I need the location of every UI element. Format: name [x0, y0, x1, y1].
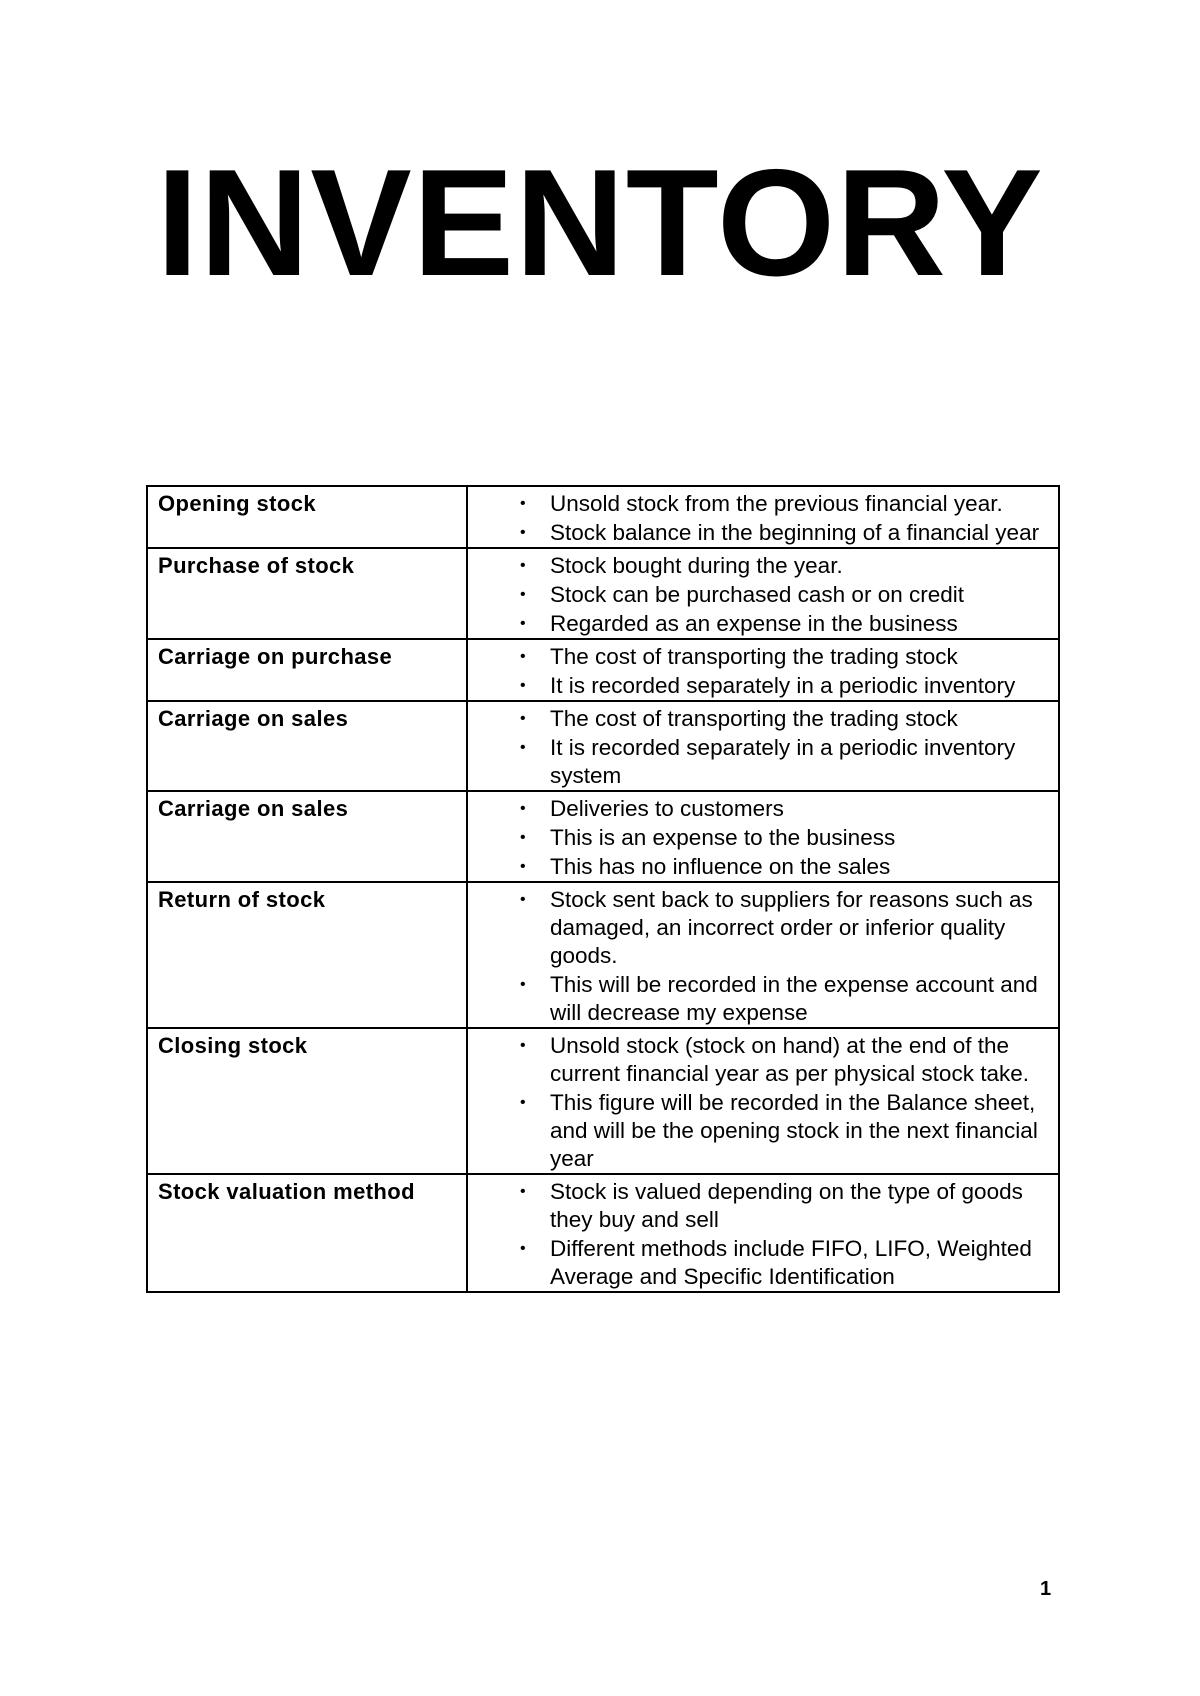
list-item-text: Regarded as an expense in the business — [550, 611, 958, 636]
bullet-icon: • — [520, 1094, 526, 1111]
list-item — [476, 824, 1050, 852]
bullet-list — [476, 490, 1050, 547]
bullet-list — [476, 1178, 1050, 1291]
bullet-icon: • — [520, 1183, 526, 1200]
list-item-text: It is recorded separately in a periodic inventory system — [550, 735, 1016, 788]
list-item-text: This is an expense to the business — [550, 825, 896, 850]
bullet-list — [476, 886, 1050, 1027]
table-row — [147, 701, 1059, 791]
term-cell: Carriage on purchase — [147, 639, 467, 701]
list-item — [476, 519, 1050, 547]
bullet-icon: • — [520, 677, 526, 694]
description-cell — [467, 882, 1059, 1028]
list-item — [476, 1089, 1050, 1173]
table-row — [147, 548, 1059, 639]
table-row — [147, 1028, 1059, 1174]
list-item — [476, 672, 1050, 700]
bullet-icon: • — [520, 739, 526, 756]
table-row — [147, 1174, 1059, 1292]
list-item — [476, 552, 1050, 580]
description-cell — [467, 639, 1059, 701]
description-cell — [467, 701, 1059, 791]
bullet-icon: • — [520, 1037, 526, 1054]
description-cell — [467, 1174, 1059, 1292]
inventory-table — [146, 485, 1060, 1293]
list-item-text: Stock bought during the year. — [550, 553, 843, 578]
inventory-table-body — [147, 486, 1059, 1292]
bullet-icon: • — [520, 858, 526, 875]
list-item — [476, 971, 1050, 1027]
page-number: 1 — [1040, 1578, 1052, 1600]
term-cell: Stock valuation method — [147, 1174, 467, 1292]
list-item-text: It is recorded separately in a periodic inventory — [550, 673, 1016, 698]
bullet-list — [476, 1032, 1050, 1173]
list-item-text: The cost of transporting the trading stock — [550, 644, 958, 669]
list-item — [476, 643, 1050, 671]
list-item — [476, 490, 1050, 518]
term-cell: Purchase of stock — [147, 548, 467, 639]
term-cell: Return of stock — [147, 882, 467, 1028]
term-cell: Carriage on sales — [147, 701, 467, 791]
term-cell: Closing stock — [147, 1028, 467, 1174]
list-item — [476, 886, 1050, 970]
list-item-text: Unsold stock from the previous financial year. — [550, 491, 1003, 516]
list-item — [476, 1178, 1050, 1234]
list-item-text: Stock balance in the beginning of a financial year — [550, 520, 1040, 545]
bullet-icon: • — [520, 976, 526, 993]
bullet-icon: • — [520, 800, 526, 817]
bullet-icon: • — [520, 524, 526, 541]
description-cell — [467, 791, 1059, 882]
list-item — [476, 1032, 1050, 1088]
list-item-text: This will be recorded in the expense account and will decrease my expense — [550, 972, 1038, 1025]
description-cell — [467, 486, 1059, 548]
list-item-text: Different methods include FIFO, LIFO, Weighted Average and Specific Identification — [550, 1236, 1032, 1289]
bullet-list — [476, 643, 1050, 700]
table-row — [147, 791, 1059, 882]
bullet-icon: • — [520, 586, 526, 603]
list-item-text: Stock sent back to suppliers for reasons such as damaged, an incorrect order or inferior quality goods. — [550, 887, 1033, 968]
bullet-list — [476, 552, 1050, 638]
list-item — [476, 1235, 1050, 1291]
list-item-text: Stock is valued depending on the type of goods they buy and sell — [550, 1179, 1023, 1232]
page-title: INVENTORY — [156, 138, 1044, 308]
bullet-icon: • — [520, 1240, 526, 1257]
list-item-text: Deliveries to customers — [550, 796, 784, 821]
description-cell — [467, 1028, 1059, 1174]
list-item-text: Unsold stock (stock on hand) at the end of the current financial year as per physical stock take. — [550, 1033, 1029, 1086]
list-item-text: This has no influence on the sales — [550, 854, 891, 879]
list-item — [476, 610, 1050, 638]
bullet-list — [476, 795, 1050, 881]
list-item-text: This figure will be recorded in the Balance sheet, and will be the opening stock in the next financial year — [550, 1090, 1038, 1171]
list-item — [476, 581, 1050, 609]
list-item-text: Stock can be purchased cash or on credit — [550, 582, 964, 607]
bullet-icon: • — [520, 710, 526, 727]
list-item — [476, 853, 1050, 881]
table-row — [147, 882, 1059, 1028]
bullet-icon: • — [520, 648, 526, 665]
bullet-icon: • — [520, 557, 526, 574]
description-cell — [467, 548, 1059, 639]
bullet-icon: • — [520, 829, 526, 846]
table-row — [147, 486, 1059, 548]
list-item — [476, 734, 1050, 790]
bullet-list — [476, 705, 1050, 790]
bullet-icon: • — [520, 891, 526, 908]
term-cell: Carriage on sales — [147, 791, 467, 882]
list-item-text: The cost of transporting the trading stock — [550, 706, 958, 731]
list-item — [476, 705, 1050, 733]
bullet-icon: • — [520, 495, 526, 512]
list-item — [476, 795, 1050, 823]
bullet-icon: • — [520, 615, 526, 632]
term-cell: Opening stock — [147, 486, 467, 548]
table-row — [147, 639, 1059, 701]
